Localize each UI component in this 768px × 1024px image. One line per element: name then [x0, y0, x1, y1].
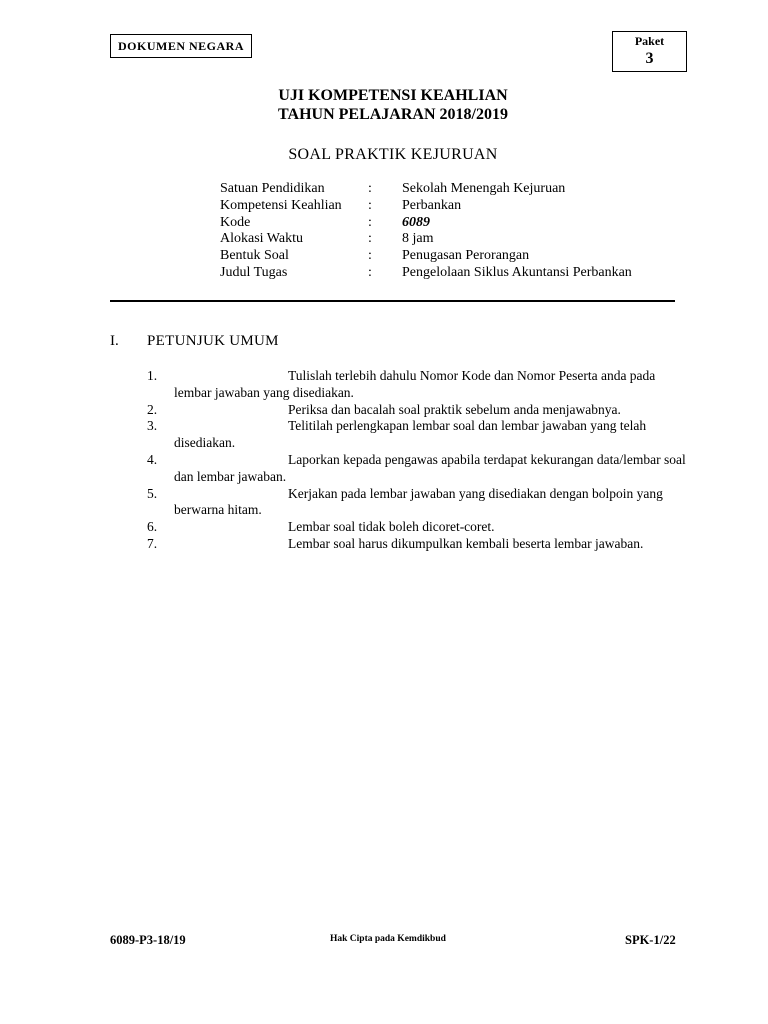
info-value-code: 6089: [402, 214, 430, 230]
list-text: Lembar soal harus dikumpulkan kembali beserta lembar jawaban.: [288, 535, 644, 551]
exam-info-table: [220, 181, 632, 282]
info-colon: :: [368, 197, 372, 213]
footer-document-code: 6089-P3-18/19: [110, 933, 186, 947]
list-text: Lembar soal tidak boleh dicoret-coret.: [288, 519, 495, 535]
paket-label: Paket: [634, 34, 665, 48]
info-value: Penugasan Perorangan: [402, 248, 530, 264]
info-label: Satuan Pendidikan: [220, 181, 325, 196]
info-row-bentuk: [220, 248, 632, 265]
exam-subtitle: SOAL PRAKTIK KEJURUAN: [288, 146, 498, 163]
footer-page-number: SPK-1/22: [625, 933, 676, 947]
info-label: Kompetensi Keahlian: [220, 197, 342, 213]
info-label: Bentuk Soal: [220, 248, 289, 264]
info-colon: :: [368, 231, 372, 247]
info-label: Judul Tugas: [220, 264, 288, 280]
list-text: Kerjakan pada lembar jawaban yang disediakan dengan bolpoin yang berwarna hitam.: [174, 485, 663, 518]
info-row-alokasi: [220, 231, 632, 248]
info-value: Sekolah Menengah Kejuruan: [402, 181, 566, 196]
section-number: I.: [110, 333, 119, 349]
list-text: Periksa dan bacalah soal praktik sebelum anda menjawabnya.: [288, 401, 621, 417]
info-row-judul: [220, 265, 632, 282]
list-text: Laporkan kepada pengawas apabila terdapat kekurangan data/lembar soal dan lembar jawaban.: [174, 451, 686, 484]
list-text: Tulislah terlebih dahulu Nomor Kode dan Nomor Peserta anda pada lembar jawaban yang disediakan.: [174, 368, 656, 400]
info-row-satuan: [220, 181, 632, 198]
paket-number: 3: [645, 50, 654, 67]
info-colon: :: [368, 248, 372, 264]
info-colon: :: [368, 181, 372, 196]
list-number: 7.: [147, 535, 158, 551]
info-value: Perbankan: [402, 197, 462, 213]
dokumen-negara-text: DOKUMEN NEGARA: [118, 38, 244, 53]
info-row-kompetensi: [220, 198, 632, 215]
info-colon: :: [368, 264, 372, 280]
list-item: [147, 536, 687, 553]
info-row-kode: [220, 215, 632, 232]
list-item: [147, 402, 687, 419]
list-item: [147, 368, 687, 402]
info-label: Kode: [220, 214, 251, 230]
section-title: PETUNJUK UMUM: [147, 333, 279, 349]
info-value: 8 jam: [402, 231, 434, 247]
list-item: [147, 486, 687, 520]
list-item: [147, 519, 687, 536]
exam-title: UJI KOMPETENSI KEAHLIAN: [278, 87, 508, 104]
info-value: Pengelolaan Siklus Akuntansi Perbankan: [402, 264, 632, 280]
list-number: 2.: [147, 401, 158, 417]
info-colon: :: [368, 214, 372, 230]
list-number: 5.: [147, 485, 158, 501]
list-number: 1.: [147, 368, 158, 383]
list-text: Telitilah perlengkapan lembar soal dan lembar jawaban yang telah disediakan.: [174, 418, 647, 451]
document-classification-label: [110, 34, 252, 58]
list-number: 6.: [147, 519, 158, 535]
instruction-list: [147, 368, 687, 553]
list-number: 3.: [147, 418, 158, 434]
paket-box: [612, 31, 687, 72]
footer-copyright: Hak Cipta pada Kemdikbud: [330, 934, 446, 944]
list-item: [147, 418, 687, 452]
info-label: Alokasi Waktu: [220, 231, 303, 247]
list-item: [147, 452, 687, 486]
list-number: 4.: [147, 451, 158, 467]
academic-year: TAHUN PELAJARAN 2018/2019: [278, 106, 508, 123]
horizontal-divider: [110, 300, 675, 302]
